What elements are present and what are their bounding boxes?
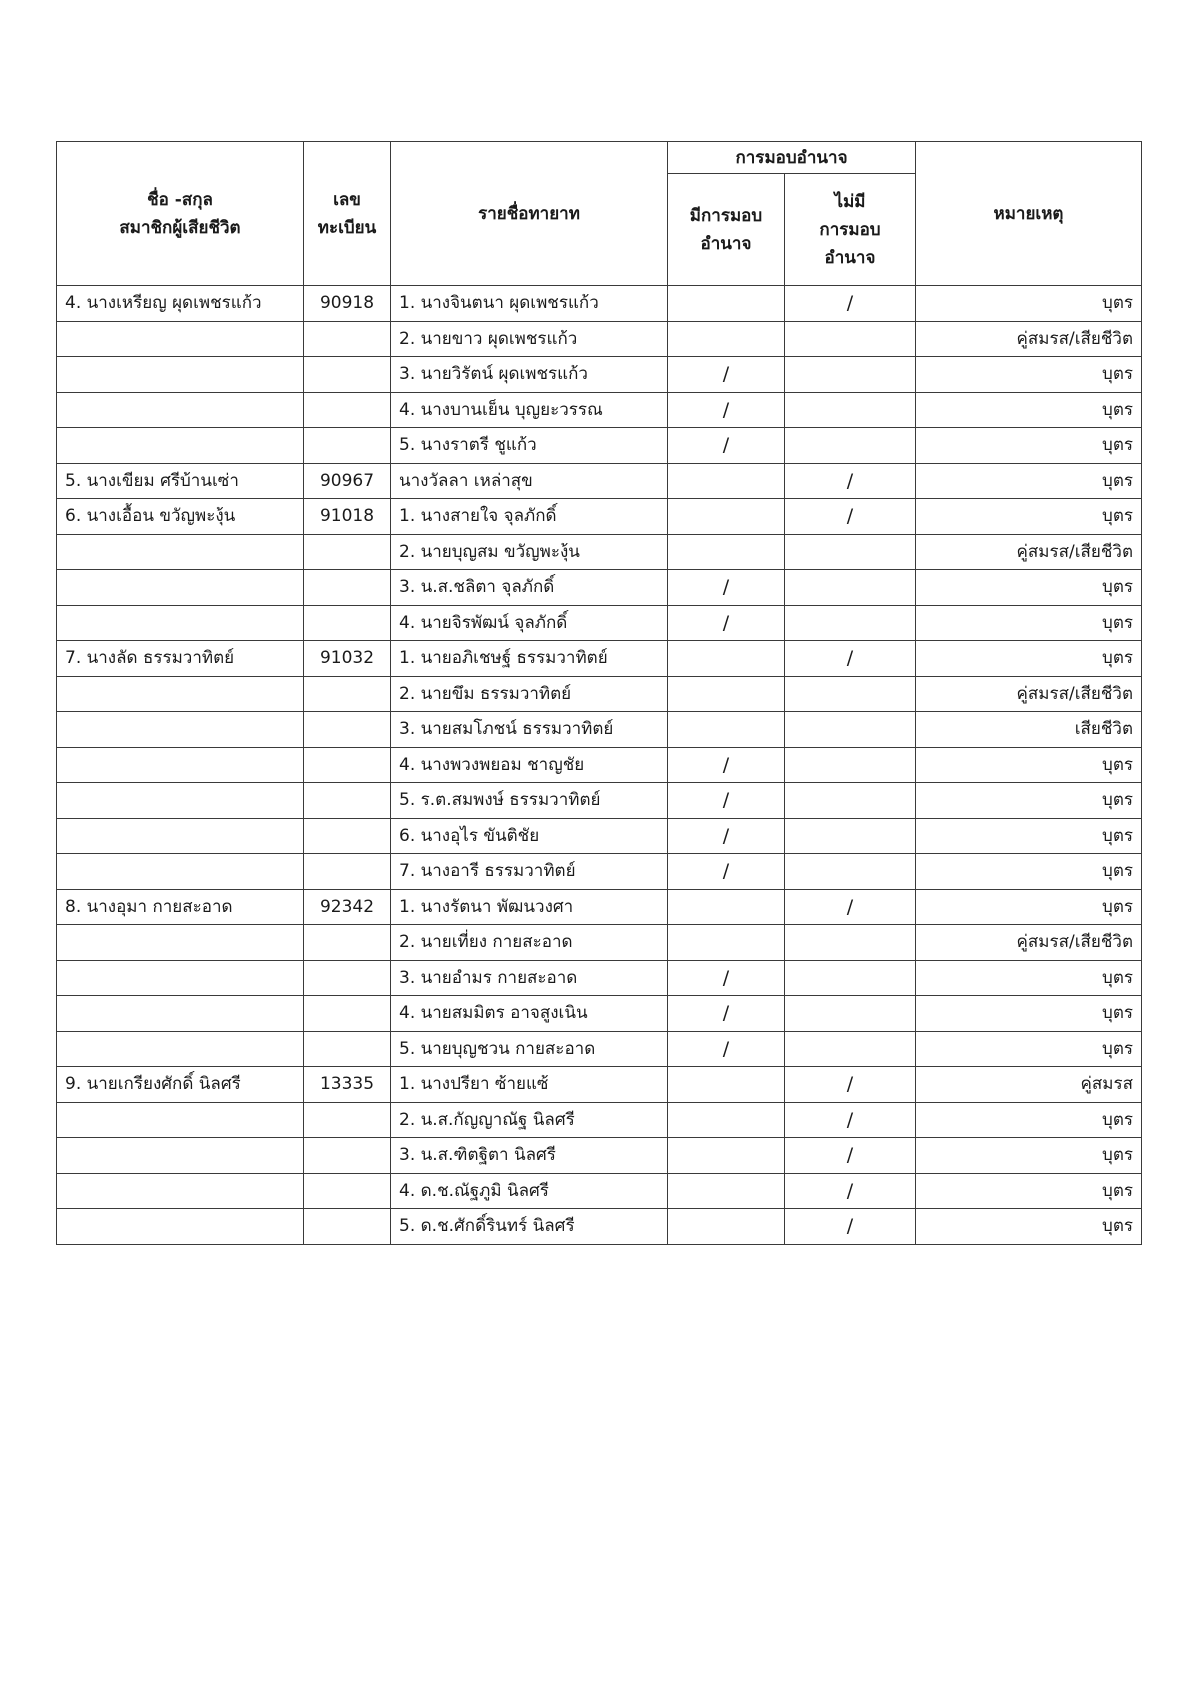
has-poa-mark-cell: / <box>668 357 785 393</box>
heir-name-cell: 2. นายบุญสม ขวัญพะงุ้น <box>391 534 668 570</box>
remark-cell: บุตร <box>916 641 1142 677</box>
remark-cell: บุตร <box>916 605 1142 641</box>
no-poa-mark-cell: / <box>785 463 916 499</box>
has-poa-mark-cell: / <box>668 392 785 428</box>
header-registration-number: เลข ทะเบียน <box>304 142 391 286</box>
member-name-cell <box>57 1173 304 1209</box>
header-member-name: ชื่อ -สกุล สมาชิกผู้เสียชีวิต <box>57 142 304 286</box>
member-name-cell: 4. นางเหรียญ ผุดเพชรแก้ว <box>57 286 304 322</box>
remark-cell: บุตร <box>916 463 1142 499</box>
registration-number-cell <box>304 321 391 357</box>
heir-name-cell: 4. นายจิรพัฒน์ จุลภักดิ์ <box>391 605 668 641</box>
table-row <box>57 925 1142 961</box>
has-poa-mark-cell <box>668 286 785 322</box>
no-poa-mark-cell: / <box>785 286 916 322</box>
table-header <box>57 142 1142 286</box>
registration-number-cell <box>304 1138 391 1174</box>
member-name-cell <box>57 676 304 712</box>
member-name-cell <box>57 428 304 464</box>
table-row <box>57 1173 1142 1209</box>
has-poa-mark-cell: / <box>668 818 785 854</box>
remark-cell: บุตร <box>916 996 1142 1032</box>
registration-number-cell: 91018 <box>304 499 391 535</box>
table-body <box>57 286 1142 1245</box>
registration-number-cell <box>304 605 391 641</box>
registration-number-cell <box>304 996 391 1032</box>
has-poa-mark-cell <box>668 1102 785 1138</box>
registration-number-cell <box>304 1173 391 1209</box>
has-poa-mark-cell: / <box>668 1031 785 1067</box>
no-poa-mark-cell <box>785 960 916 996</box>
has-poa-mark-cell <box>668 321 785 357</box>
heir-name-cell: 3. น.ส.ฑิตฐิตา นิลศรี <box>391 1138 668 1174</box>
has-poa-mark-cell <box>668 925 785 961</box>
registration-number-cell <box>304 960 391 996</box>
no-poa-mark-cell <box>785 925 916 961</box>
heir-name-cell: 3. น.ส.ชลิตา จุลภักดิ์ <box>391 570 668 606</box>
table-row <box>57 676 1142 712</box>
heir-name-cell: 3. นายวิรัตน์ ผุดเพชรแก้ว <box>391 357 668 393</box>
heir-name-cell: 1. นางสายใจ จุลภักดิ์ <box>391 499 668 535</box>
heir-name-cell: 4. นางบานเย็น บุญยะวรรณ <box>391 392 668 428</box>
heir-name-cell: 2. นายขาว ผุดเพชรแก้ว <box>391 321 668 357</box>
remark-cell: เสียชีวิต <box>916 712 1142 748</box>
has-poa-mark-cell <box>668 641 785 677</box>
has-poa-mark-cell <box>668 1067 785 1103</box>
has-poa-mark-cell <box>668 1138 785 1174</box>
member-name-cell <box>57 321 304 357</box>
registration-number-cell <box>304 747 391 783</box>
has-poa-mark-cell <box>668 889 785 925</box>
table-row <box>57 996 1142 1032</box>
member-name-cell <box>57 1102 304 1138</box>
no-poa-mark-cell: / <box>785 1102 916 1138</box>
member-name-cell <box>57 747 304 783</box>
heir-name-cell: 5. ด.ช.ศักดิ์รินทร์ นิลศรี <box>391 1209 668 1245</box>
has-poa-mark-cell: / <box>668 854 785 890</box>
member-name-cell: 5. นางเขียม ศรีบ้านเซ่า <box>57 463 304 499</box>
heir-name-cell: 6. นางอุไร ขันติชัย <box>391 818 668 854</box>
member-name-cell: 8. นางอุมา กายสะอาด <box>57 889 304 925</box>
no-poa-mark-cell <box>785 996 916 1032</box>
no-poa-mark-cell: / <box>785 1067 916 1103</box>
table-row <box>57 1031 1142 1067</box>
heir-name-cell: 2. น.ส.กัญญาณัฐ นิลศรี <box>391 1102 668 1138</box>
header-remarks: หมายเหตุ <box>916 142 1142 286</box>
no-poa-mark-cell <box>785 570 916 606</box>
table-row <box>57 534 1142 570</box>
has-poa-mark-cell: / <box>668 605 785 641</box>
no-poa-mark-cell <box>785 712 916 748</box>
registration-number-cell <box>304 392 391 428</box>
member-name-cell: 7. นางลัด ธรรมวาทิตย์ <box>57 641 304 677</box>
heir-name-cell: 1. นายอภิเชษฐ์ ธรรมวาทิตย์ <box>391 641 668 677</box>
no-poa-mark-cell <box>785 428 916 464</box>
registration-number-cell: 91032 <box>304 641 391 677</box>
registration-number-cell <box>304 534 391 570</box>
registration-number-cell: 13335 <box>304 1067 391 1103</box>
has-poa-mark-cell <box>668 1173 785 1209</box>
remark-cell: บุตร <box>916 889 1142 925</box>
heir-name-cell: 1. นางรัตนา พัฒนวงศา <box>391 889 668 925</box>
table-row <box>57 463 1142 499</box>
no-poa-mark-cell <box>785 321 916 357</box>
no-poa-mark-cell <box>785 605 916 641</box>
registration-number-cell <box>304 357 391 393</box>
member-name-cell <box>57 818 304 854</box>
heir-name-cell: 4. นางพวงพยอม ชาญชัย <box>391 747 668 783</box>
heir-name-cell: 1. นางจินตนา ผุดเพชรแก้ว <box>391 286 668 322</box>
remark-cell: คู่สมรส/เสียชีวิต <box>916 925 1142 961</box>
member-name-cell <box>57 605 304 641</box>
has-poa-mark-cell <box>668 499 785 535</box>
remark-cell: คู่สมรส <box>916 1067 1142 1103</box>
table-row <box>57 392 1142 428</box>
heir-name-cell: 5. ร.ต.สมพงษ์ ธรรมวาทิตย์ <box>391 783 668 819</box>
heir-name-cell: 7. นางอารี ธรรมวาทิตย์ <box>391 854 668 890</box>
no-poa-mark-cell <box>785 818 916 854</box>
has-poa-mark-cell: / <box>668 570 785 606</box>
remark-cell: คู่สมรส/เสียชีวิต <box>916 534 1142 570</box>
registration-number-cell <box>304 570 391 606</box>
remark-cell: คู่สมรส/เสียชีวิต <box>916 676 1142 712</box>
heir-name-cell: 3. นายสมโภชน์ ธรรมวาทิตย์ <box>391 712 668 748</box>
has-poa-mark-cell: / <box>668 747 785 783</box>
table-row <box>57 1067 1142 1103</box>
has-poa-mark-cell <box>668 463 785 499</box>
no-poa-mark-cell: / <box>785 1209 916 1245</box>
registration-number-cell <box>304 1209 391 1245</box>
remark-cell: บุตร <box>916 1031 1142 1067</box>
table-row <box>57 783 1142 819</box>
member-name-cell <box>57 925 304 961</box>
member-name-cell <box>57 712 304 748</box>
table-row <box>57 889 1142 925</box>
table-row <box>57 321 1142 357</box>
member-name-cell <box>57 1138 304 1174</box>
heir-name-cell: 5. นางราตรี ชูแก้ว <box>391 428 668 464</box>
remark-cell: บุตร <box>916 1102 1142 1138</box>
has-poa-mark-cell <box>668 676 785 712</box>
member-name-cell <box>57 783 304 819</box>
member-name-cell <box>57 570 304 606</box>
no-poa-mark-cell <box>785 854 916 890</box>
table-row <box>57 641 1142 677</box>
heir-name-cell: 4. ด.ช.ณัฐภูมิ นิลศรี <box>391 1173 668 1209</box>
member-name-cell <box>57 960 304 996</box>
registration-number-cell <box>304 783 391 819</box>
no-poa-mark-cell <box>785 534 916 570</box>
table-row <box>57 605 1142 641</box>
has-poa-mark-cell <box>668 534 785 570</box>
heir-name-cell: 4. นายสมมิตร อาจสูงเนิน <box>391 996 668 1032</box>
registration-number-cell <box>304 854 391 890</box>
table-row <box>57 1138 1142 1174</box>
has-poa-mark-cell: / <box>668 996 785 1032</box>
remark-cell: คู่สมรส/เสียชีวิต <box>916 321 1142 357</box>
registration-number-cell <box>304 428 391 464</box>
table-row <box>57 747 1142 783</box>
registration-number-cell <box>304 1031 391 1067</box>
registration-number-cell: 90967 <box>304 463 391 499</box>
member-name-cell: 6. นางเอื้อน ขวัญพะงุ้น <box>57 499 304 535</box>
member-name-cell <box>57 534 304 570</box>
no-poa-mark-cell: / <box>785 1138 916 1174</box>
no-poa-mark-cell <box>785 1031 916 1067</box>
table-row <box>57 1209 1142 1245</box>
registration-number-cell <box>304 925 391 961</box>
heir-name-cell: 1. นางปรียา ซ้ายแซ้ <box>391 1067 668 1103</box>
registration-number-cell <box>304 818 391 854</box>
no-poa-mark-cell <box>785 676 916 712</box>
has-poa-mark-cell <box>668 1209 785 1245</box>
has-poa-mark-cell <box>668 712 785 748</box>
remark-cell: บุตร <box>916 428 1142 464</box>
registration-number-cell: 90918 <box>304 286 391 322</box>
no-poa-mark-cell <box>785 392 916 428</box>
member-name-cell <box>57 996 304 1032</box>
member-name-cell <box>57 854 304 890</box>
has-poa-mark-cell: / <box>668 960 785 996</box>
header-has-power-of-attorney: มีการมอบ อำนาจ <box>668 174 785 286</box>
no-poa-mark-cell <box>785 357 916 393</box>
member-name-cell <box>57 1031 304 1067</box>
remark-cell: บุตร <box>916 499 1142 535</box>
heir-name-cell: 3. นายอำมร กายสะอาด <box>391 960 668 996</box>
table-row <box>57 818 1142 854</box>
registration-number-cell <box>304 712 391 748</box>
member-name-cell: 9. นายเกรียงศักดิ์ นิลศรี <box>57 1067 304 1103</box>
header-power-of-attorney-group: การมอบอำนาจ <box>668 142 916 174</box>
remark-cell: บุตร <box>916 960 1142 996</box>
member-name-cell <box>57 1209 304 1245</box>
registration-number-cell: 92342 <box>304 889 391 925</box>
table-row <box>57 428 1142 464</box>
remark-cell: บุตร <box>916 1173 1142 1209</box>
no-poa-mark-cell <box>785 747 916 783</box>
no-poa-mark-cell: / <box>785 889 916 925</box>
member-name-cell <box>57 357 304 393</box>
remark-cell: บุตร <box>916 1209 1142 1245</box>
table-row <box>57 570 1142 606</box>
remark-cell: บุตร <box>916 570 1142 606</box>
heir-name-cell: 2. นายเที่ยง กายสะอาด <box>391 925 668 961</box>
heir-name-cell: นางวัลลา เหล่าสุข <box>391 463 668 499</box>
remark-cell: บุตร <box>916 392 1142 428</box>
member-name-cell <box>57 392 304 428</box>
remark-cell: บุตร <box>916 783 1142 819</box>
table-row <box>57 1102 1142 1138</box>
heir-name-cell: 5. นายบุญชวน กายสะอาด <box>391 1031 668 1067</box>
header-heir-list: รายชื่อทายาท <box>391 142 668 286</box>
table-row <box>57 854 1142 890</box>
heir-name-cell: 2. นายขึม ธรรมวาทิตย์ <box>391 676 668 712</box>
no-poa-mark-cell: / <box>785 641 916 677</box>
no-poa-mark-cell: / <box>785 499 916 535</box>
table-row <box>57 960 1142 996</box>
remark-cell: บุตร <box>916 747 1142 783</box>
has-poa-mark-cell: / <box>668 783 785 819</box>
remark-cell: บุตร <box>916 1138 1142 1174</box>
no-poa-mark-cell: / <box>785 1173 916 1209</box>
no-poa-mark-cell <box>785 783 916 819</box>
registration-number-cell <box>304 1102 391 1138</box>
remark-cell: บุตร <box>916 357 1142 393</box>
remark-cell: บุตร <box>916 854 1142 890</box>
registration-number-cell <box>304 676 391 712</box>
table-row <box>57 286 1142 322</box>
heirs-table <box>56 141 1142 1245</box>
header-no-power-of-attorney: ไม่มี การมอบ อำนาจ <box>785 174 916 286</box>
remark-cell: บุตร <box>916 286 1142 322</box>
remark-cell: บุตร <box>916 818 1142 854</box>
table-row <box>57 712 1142 748</box>
table-row <box>57 357 1142 393</box>
has-poa-mark-cell: / <box>668 428 785 464</box>
table-row <box>57 499 1142 535</box>
